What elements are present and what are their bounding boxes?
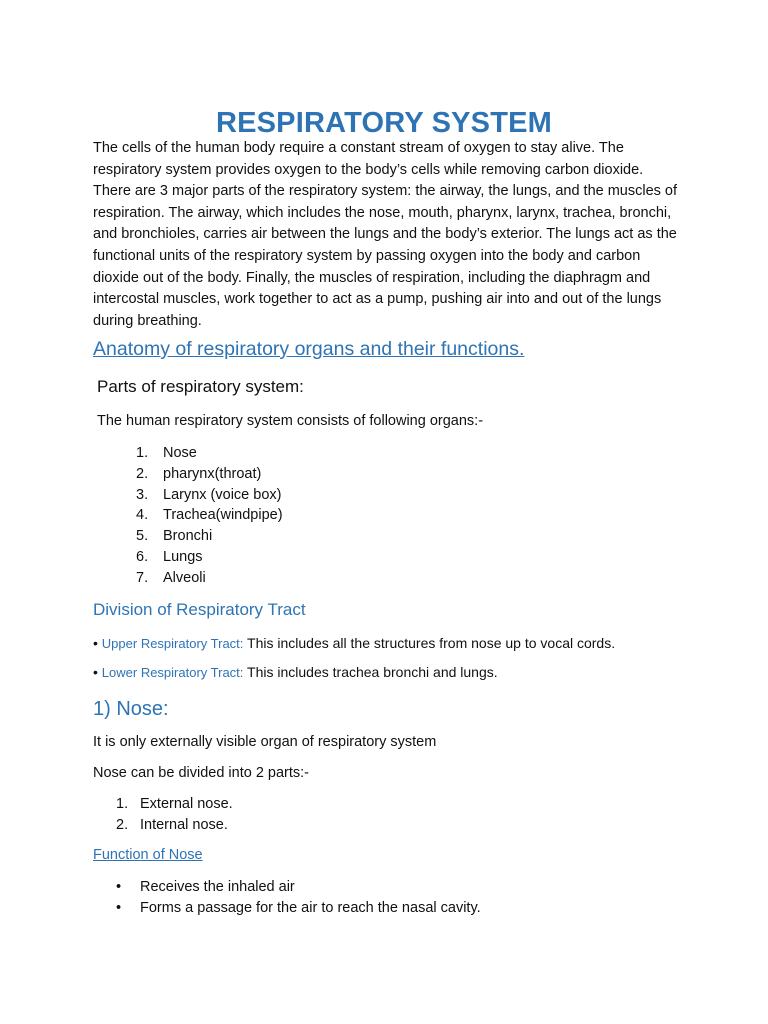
nose-parts-list <box>116 794 233 836</box>
anatomy-heading: Anatomy of respiratory organs and their functions. <box>93 338 525 360</box>
bullet-icon: • <box>116 900 122 916</box>
list-number: 1. <box>116 796 129 812</box>
list-item <box>116 794 233 815</box>
organ-name: pharynx(throat) <box>163 465 262 482</box>
function-text: Receives the inhaled air <box>140 879 295 895</box>
upper-tract-text: This includes all the structures from nose up to vocal cords. <box>247 635 616 651</box>
page-title: RESPIRATORY SYSTEM <box>215 107 553 140</box>
list-number: 1. <box>136 445 149 461</box>
organ-name: Bronchi <box>163 528 213 545</box>
nose-part-name: External nose. <box>140 796 233 812</box>
list-number: 5. <box>136 528 149 545</box>
list-item <box>116 898 481 919</box>
list-number: 2. <box>116 817 129 833</box>
list-number: 4. <box>136 507 149 524</box>
list-item <box>136 505 283 526</box>
organ-name: Larynx (voice box) <box>163 486 282 503</box>
upper-tract-item <box>93 635 615 651</box>
upper-tract-label: Upper Respiratory Tract: <box>101 636 244 651</box>
lower-tract-text: This includes trachea bronchi and lungs. <box>247 664 498 680</box>
list-item <box>136 547 283 568</box>
function-text: Forms a passage for the air to reach the nasal cavity. <box>140 900 481 916</box>
organ-name: Trachea(windpipe) <box>163 507 283 524</box>
organs-list <box>136 443 283 589</box>
nose-divided-text: Nose can be divided into 2 parts:- <box>93 765 310 781</box>
list-item <box>116 877 481 898</box>
division-heading: Division of Respiratory Tract <box>93 600 306 619</box>
nose-part-name: Internal nose. <box>140 817 228 833</box>
bullet-icon: • <box>116 879 122 895</box>
bullet-icon: • <box>93 664 98 680</box>
intro-paragraph: The cells of the human body require a constant stream of oxygen to stay alive. The respiratory system provides oxygen to the body’s cells while removing carbon dioxide. There are 3 major parts of the respiratory system: the airway, the lungs, and the muscles of respiration. The airway, which includes the nose, mouth, pharynx, larynx, trachea, bronchi, and bronchioles, carries air between the lungs and the body’s exterior. The lungs act as the functional units of the respiratory system by passing oxygen into the body and carbon dioxide out of the body. Finally, the muscles of respiration, including the diaphragm and intercostal muscles, work together to act as a pump, pushing air into and out of the lungs during breathing. <box>93 140 678 329</box>
nose-heading: 1) Nose: <box>93 698 169 720</box>
list-item <box>136 443 283 464</box>
list-item <box>136 485 283 506</box>
list-item <box>136 464 283 485</box>
parts-heading: Parts of respiratory system: <box>97 377 304 396</box>
functions-list <box>116 877 481 919</box>
list-item <box>136 568 283 589</box>
list-number: 6. <box>136 548 149 565</box>
list-item <box>136 526 283 547</box>
organ-name: Lungs <box>163 548 203 565</box>
organ-name: Nose <box>163 445 197 461</box>
organ-name: Alveoli <box>163 569 206 586</box>
list-number: 7. <box>136 569 149 586</box>
bullet-icon: • <box>93 635 98 651</box>
lower-tract-label: Lower Respiratory Tract: <box>101 665 244 680</box>
list-number: 3. <box>136 486 149 503</box>
consists-text: The human respiratory system consists of following organs:- <box>97 413 484 429</box>
nose-visible-text: It is only externally visible organ of respiratory system <box>93 734 437 750</box>
list-number: 2. <box>136 465 149 482</box>
function-heading: Function of Nose <box>93 847 203 863</box>
lower-tract-item <box>93 664 498 680</box>
list-item <box>116 815 233 836</box>
